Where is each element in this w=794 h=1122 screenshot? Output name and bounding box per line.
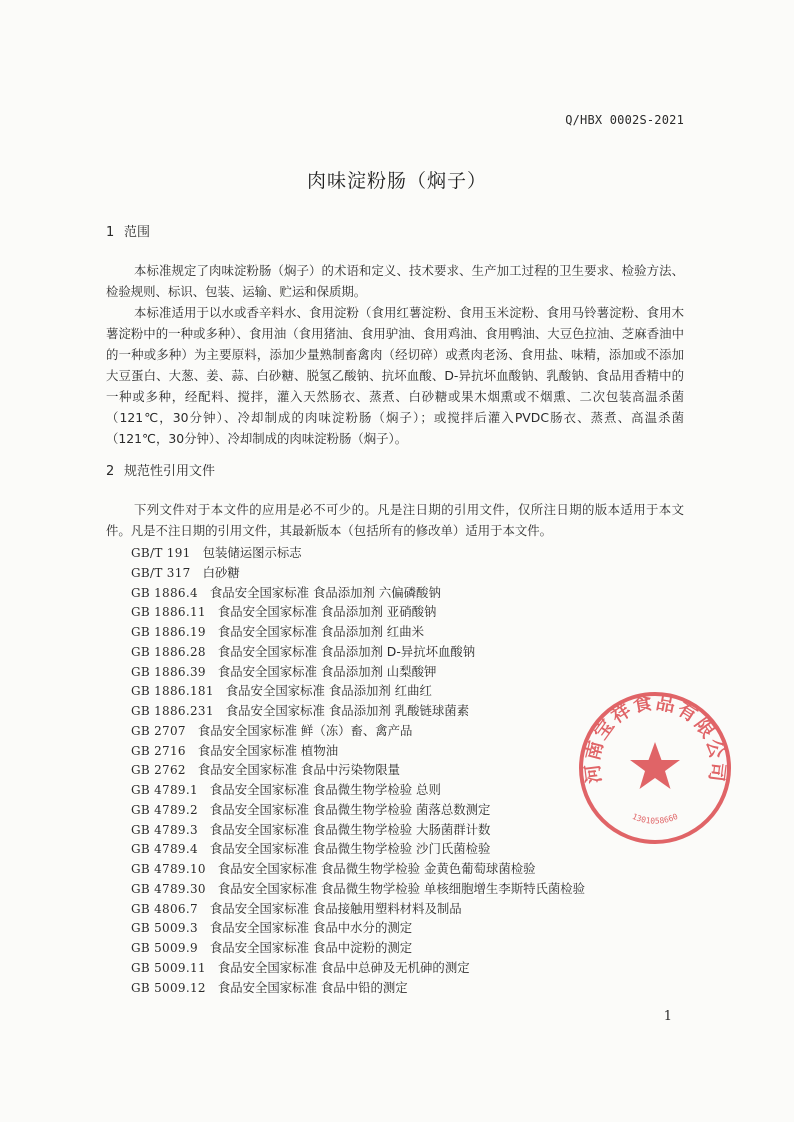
reference-item: [131, 602, 585, 622]
reference-title: 食品安全国家标准 食品中铅的测定: [217, 979, 408, 995]
section-1-paragraph-2: 本标准适用于以水或香辛料水、食用淀粉（食用红薯淀粉、食用玉米淀粉、食用马铃薯淀粉、食用木薯淀粉中的一种或多种）、食用油（食用猪油、食用驴油、食用鸡油、食用鸭油、大豆色拉油、芝麻香油中的一种或多种）为主要原料，添加少量熟制畜禽肉（经切碎）或煮肉老汤、食用盐、味精，添加或不添加大豆蛋白、大葱、姜、蒜、白砂糖、脱氢乙酸钠、抗坏血酸、D-异抗坏血酸钠、乳酸钠、食品用香精中的一种或多种，经配料、搅拌，灌入天然肠衣、蒸煮、白砂糖或果木烟熏或不烟熏、二次包装高温杀菌（121℃，30分钟）、冷却制成的肉味淀粉肠（焖子）；或搅拌后灌入PVDC肠衣、蒸煮、高温杀菌（121℃，30分钟）、冷却制成的肉味淀粉肠（焖子）。: [106, 305, 684, 446]
reference-code: GB 4789.1: [131, 783, 198, 797]
reference-item: [131, 879, 585, 899]
reference-item: [131, 701, 585, 721]
section-2-heading: [106, 460, 215, 479]
reference-title: 食品安全国家标准 食品微生物学检验 沙门氏菌检验: [209, 841, 491, 857]
reference-title: 食品安全国家标准 食品中水分的测定: [209, 920, 413, 936]
reference-code: GB 1886.4: [131, 585, 198, 600]
reference-title: 食品安全国家标准 食品中污染物限量: [197, 762, 401, 778]
section-1-number: 1: [106, 225, 115, 240]
seal-star-icon: [630, 742, 680, 789]
reference-code: GB 1886.231: [131, 704, 214, 718]
reference-code: GB 4806.7: [131, 901, 198, 916]
reference-title: 白砂糖: [202, 564, 240, 580]
reference-title: 食品安全国家标准 食品微生物学检验 金黄色葡萄球菌检验: [217, 861, 536, 876]
seal-serial-text: 1301058660: [630, 811, 680, 826]
reference-code: GB 1886.11: [131, 605, 206, 620]
reference-code: GB/T 191: [131, 546, 191, 560]
reference-item: [131, 820, 585, 840]
reference-item: [131, 938, 585, 958]
reference-code: GB 4789.10: [131, 862, 206, 876]
reference-code: GB 4789.3: [131, 822, 198, 837]
reference-item: [131, 978, 585, 998]
standard-code: Q/HBX 0002S-2021: [565, 113, 684, 127]
reference-title: 食品安全国家标准 食品中淀粉的测定: [209, 940, 413, 955]
document-title: 肉味淀粉肠（焖子）: [306, 170, 487, 192]
reference-code: GB 1886.19: [131, 625, 206, 639]
section-2-number: 2: [106, 464, 115, 479]
reference-code: GB 1886.181: [131, 684, 214, 699]
reference-title: 食品安全国家标准 食品添加剂 红曲米: [217, 624, 424, 639]
reference-item: [131, 958, 585, 978]
reference-title: 食品安全国家标准 食品添加剂 红曲红: [225, 683, 432, 699]
reference-code: GB 2762: [131, 763, 186, 778]
reference-title: 食品安全国家标准 食品接触用塑料材料及制品: [209, 900, 462, 916]
reference-code: GB 5009.11: [131, 960, 206, 975]
reference-item: [131, 622, 585, 642]
reference-code: GB 1886.39: [131, 664, 206, 679]
reference-item: [131, 662, 585, 682]
reference-item: [131, 780, 585, 800]
reference-title: 食品安全国家标准 食品添加剂 D-异抗坏血酸钠: [217, 643, 476, 659]
section-2-title: 规范性引用文件: [124, 464, 216, 479]
reference-title: 包装储运图示标志: [202, 545, 302, 560]
reference-item: [131, 563, 585, 583]
seal-company-text: 河南宝祥食品有限公司: [581, 691, 729, 785]
section-1-heading: [106, 221, 150, 240]
reference-title: 食品安全国家标准 食品微生物学检验 总则: [209, 782, 441, 797]
reference-code: GB 5009.9: [131, 941, 198, 955]
page-number: 1: [663, 1009, 672, 1024]
reference-title: 食品安全国家标准 食品微生物学检验 大肠菌群计数: [209, 821, 491, 837]
section-1-paragraph-1: 本标准规定了肉味淀粉肠（焖子）的术语和定义、技术要求、生产加工过程的卫生要求、检验方法、检验规则、标识、包装、运输、贮运和保质期。: [106, 263, 684, 299]
company-seal-stamp: [577, 690, 733, 846]
reference-item: [131, 741, 585, 761]
reference-title: 食品安全国家标准 食品微生物学检验 单核细胞增生李斯特氏菌检验: [217, 880, 586, 896]
reference-code: GB 2707: [131, 723, 186, 738]
reference-code: GB 4789.2: [131, 802, 198, 817]
reference-item: [131, 721, 585, 741]
reference-item: [131, 642, 585, 662]
reference-code: GB/T 317: [131, 565, 191, 580]
section-1-title: 范围: [124, 225, 151, 240]
reference-title: 食品安全国家标准 食品添加剂 山梨酸钾: [217, 663, 437, 679]
reference-code: GB 4789.4: [131, 842, 198, 857]
reference-title: 食品安全国家标准 植物油: [197, 742, 339, 758]
reference-item: [131, 681, 585, 701]
normative-references-list: [131, 543, 585, 997]
reference-title: 食品安全国家标准 食品添加剂 亚硝酸钠: [217, 604, 437, 620]
reference-code: GB 5009.3: [131, 921, 198, 936]
reference-item: [131, 839, 585, 859]
reference-item: [131, 859, 585, 879]
reference-title: 食品安全国家标准 食品添加剂 乳酸链球菌素: [225, 703, 470, 718]
reference-code: GB 4789.30: [131, 881, 206, 896]
reference-title: 食品安全国家标准 食品添加剂 六偏磷酸钠: [209, 584, 441, 600]
reference-item: [131, 583, 585, 603]
reference-title: 食品安全国家标准 鲜（冻）畜、禽产品: [197, 722, 413, 738]
reference-title: 食品安全国家标准 食品微生物学检验 菌落总数测定: [209, 801, 491, 817]
reference-item: [131, 918, 585, 938]
reference-item: [131, 760, 585, 780]
reference-item: [131, 543, 585, 563]
reference-code: GB 5009.12: [131, 980, 206, 995]
reference-code: GB 1886.28: [131, 644, 206, 659]
reference-code: GB 2716: [131, 743, 186, 758]
section-2-intro: 下列文件对于本文件的应用是必不可少的。凡是注日期的引用文件，仅所注日期的版本适用于本文件。凡是不注日期的引用文件，其最新版本（包括所有的修改单）适用于本文件。: [106, 502, 684, 538]
reference-title: 食品安全国家标准 食品中总砷及无机砷的测定: [217, 959, 470, 975]
reference-item: [131, 800, 585, 820]
reference-item: [131, 899, 585, 919]
